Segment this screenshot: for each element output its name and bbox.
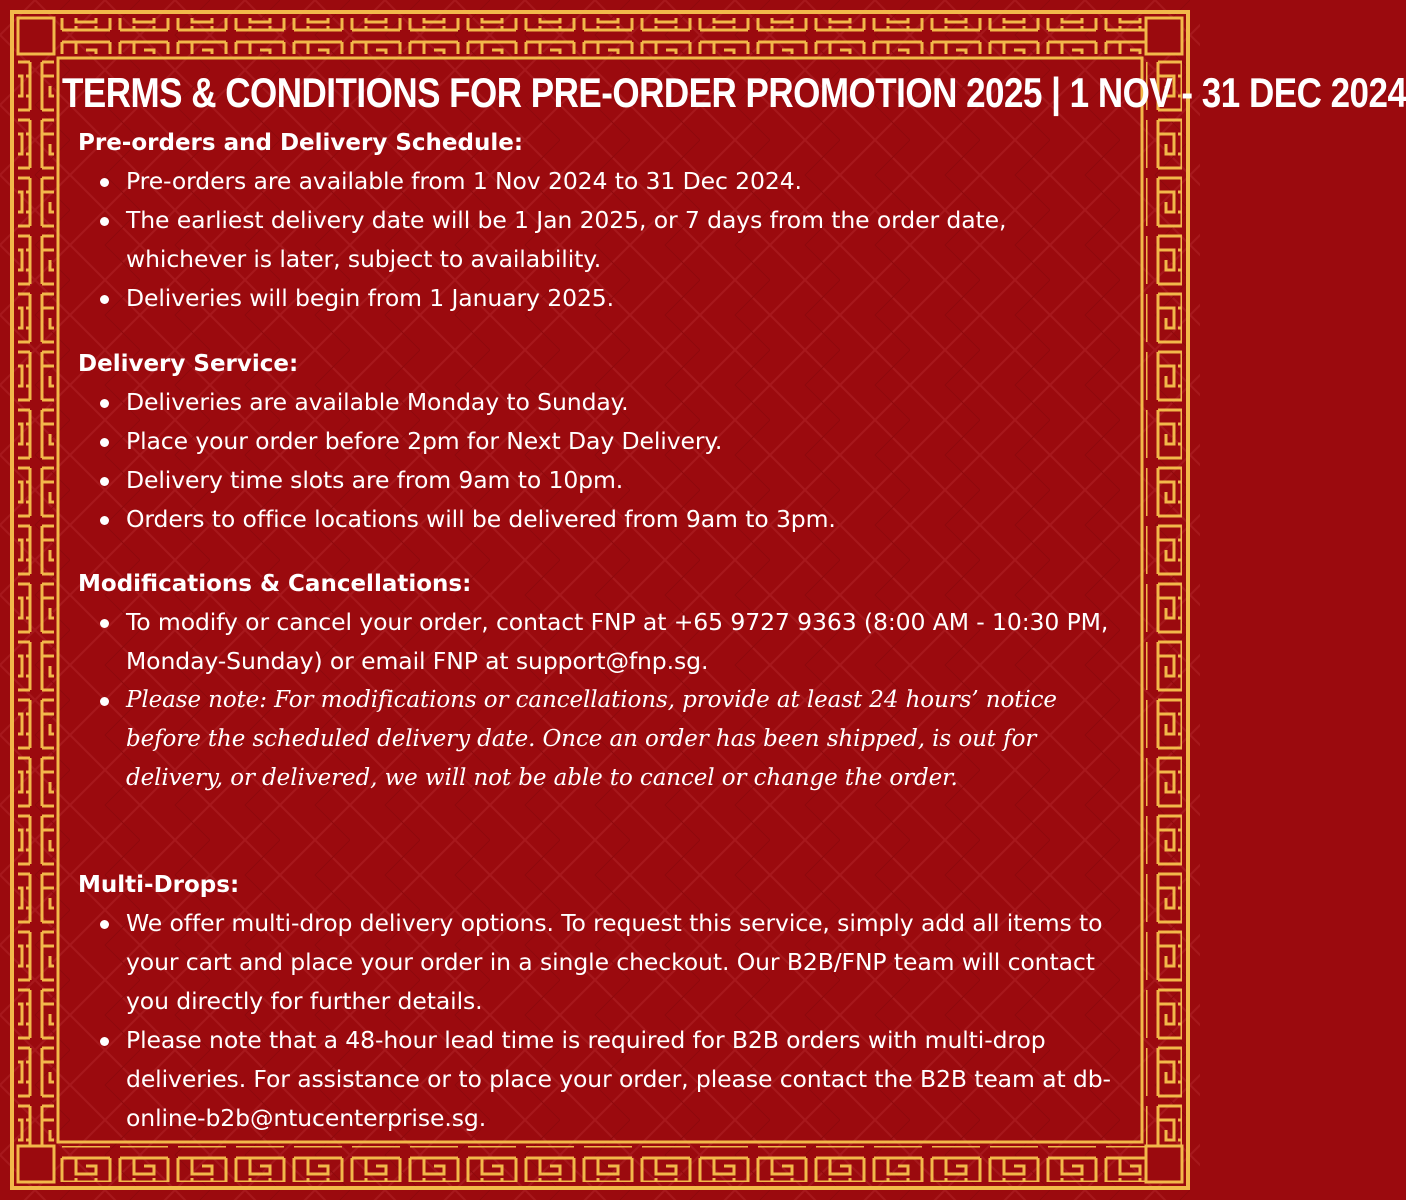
bullet-text: To modify or cancel your order, contact FNP at +65 9727 9363 (8:00 AM - 10:30 PM, Monday-Sunday) or email FNP at support@fnp.sg. bbox=[126, 608, 1109, 675]
bullet-list bbox=[78, 603, 1128, 798]
bullet-text: Please note that a 48-hour lead time is required for B2B orders with multi-drop deliveries. For assistance or to place your order, please contact the B2B team at db-online-b2b@ntucenterprise.sg. bbox=[126, 1026, 1111, 1132]
bullet-text: Place your order before 2pm for Next Day Delivery. bbox=[126, 427, 723, 455]
bullet-item bbox=[78, 279, 1128, 318]
bullet-item bbox=[78, 500, 1128, 539]
bullet-item bbox=[78, 383, 1128, 422]
bullet-text: Delivery time slots are from 9am to 10pm. bbox=[126, 466, 624, 494]
section-preorders bbox=[78, 124, 1128, 318]
section-heading: Multi-Drops: bbox=[78, 872, 240, 898]
bullet-item bbox=[78, 461, 1128, 500]
bullet-text: Deliveries will begin from 1 January 2025. bbox=[126, 284, 615, 312]
section-delivery-service bbox=[78, 345, 1128, 539]
section-heading: Pre-orders and Delivery Schedule: bbox=[78, 130, 524, 156]
bullet-list bbox=[78, 904, 1128, 1138]
page-title: TERMS & CONDITIONS FOR PRE-ORDER PROMOTION 2025 | 1 NOV - 31 DEC 2024 bbox=[62, 70, 1406, 117]
bullet-list bbox=[78, 162, 1128, 318]
section-heading: Modifications & Cancellations: bbox=[78, 571, 472, 597]
bullet-item bbox=[78, 603, 1128, 681]
bullet-item bbox=[78, 162, 1128, 201]
bullet-text: Orders to office locations will be delivered from 9am to 3pm. bbox=[126, 505, 836, 533]
bullet-text: The earliest delivery date will be 1 Jan 2025, or 7 days from the order date, whichever is later, subject to availability. bbox=[126, 206, 1007, 273]
bullet-item bbox=[78, 422, 1128, 461]
bullet-item bbox=[78, 904, 1128, 1021]
section-multi-drops bbox=[78, 866, 1128, 1138]
bullet-text: Deliveries are available Monday to Sunday. bbox=[126, 388, 629, 416]
bullet-list bbox=[78, 383, 1128, 539]
section-modifications bbox=[78, 565, 1128, 798]
bullet-item bbox=[78, 201, 1128, 279]
bullet-item bbox=[78, 1021, 1128, 1138]
bullet-item-note bbox=[78, 681, 1128, 798]
section-heading: Delivery Service: bbox=[78, 351, 299, 377]
bullet-text: Please note: For modifications or cancellations, provide at least 24 hours’ notice before the scheduled delivery date. Once an order has been shipped, is out for delivery, or delivered, we will not be able to cancel or change the order. bbox=[126, 687, 1057, 791]
bullet-text: We offer multi-drop delivery options. To request this service, simply add all items to your cart and place your order in a single checkout. Our B2B/FNP team will contact you directly for further details. bbox=[126, 909, 1103, 1015]
bullet-text: Pre-orders are available from 1 Nov 2024 to 31 Dec 2024. bbox=[126, 167, 802, 195]
